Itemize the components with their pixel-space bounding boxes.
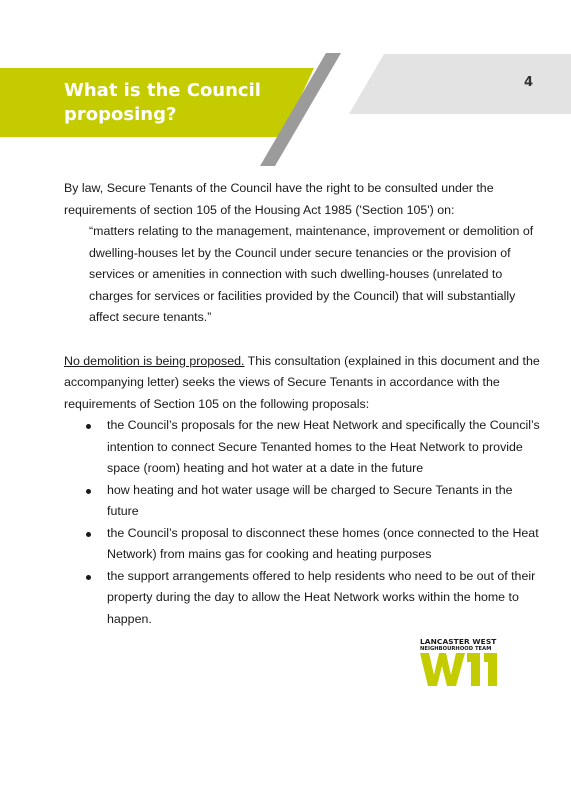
list-item: the Council’s proposals for the new Heat Network and specifically the Council’s intention to connect Secure Tenanted homes to the Heat Network to provide space (room) heating and hot water at a date in the future [96,415,540,480]
page-number: 4 [524,75,534,90]
page-title: What is the Council proposing? [64,80,261,125]
consultation-paragraph [64,351,540,416]
legal-quote: “matters relating to the management, maintenance, improvement or demolition of dwelling-houses let by the Council under secure tenancies or the provision of services or amenities in connection with such dwelling-houses (unrelated to charges for services or facilities provided by the Council) that will substantially affect secure tenants.” [89,224,534,324]
logo-line-1: LANCASTER WEST [420,637,497,646]
main-content [64,178,540,630]
list-item: the Council’s proposal to disconnect these homes (once connected to the Heat Network) from mains gas for cooking and heating purposes [96,523,540,566]
demolition-notice: No demolition is being proposed. [64,353,245,368]
list-item: how heating and hot water usage will be charged to Secure Tenants in the future [96,480,540,523]
intro-paragraph: By law, Secure Tenants of the Council have the right to be consulted under the requirements of section 105 of the Housing Act 1985 ('Section 105') on: [64,181,494,217]
logo-line-2: NEIGHBOURHOOD TEAM [420,646,492,652]
list-item: the support arrangements offered to help residents who need to be out of their property during the day to allow the Heat Network works within the home to happen. [96,566,540,631]
grey-tab [349,54,571,114]
lancaster-west-logo [420,638,500,690]
consultation-text: This consultation (explained in this document and the accompanying letter) seeks the views of Secure Tenants in accordance with the requirements of Section 105 on the following proposals: [64,353,540,411]
proposal-list [64,415,540,630]
w11-logo-mark [420,653,500,687]
